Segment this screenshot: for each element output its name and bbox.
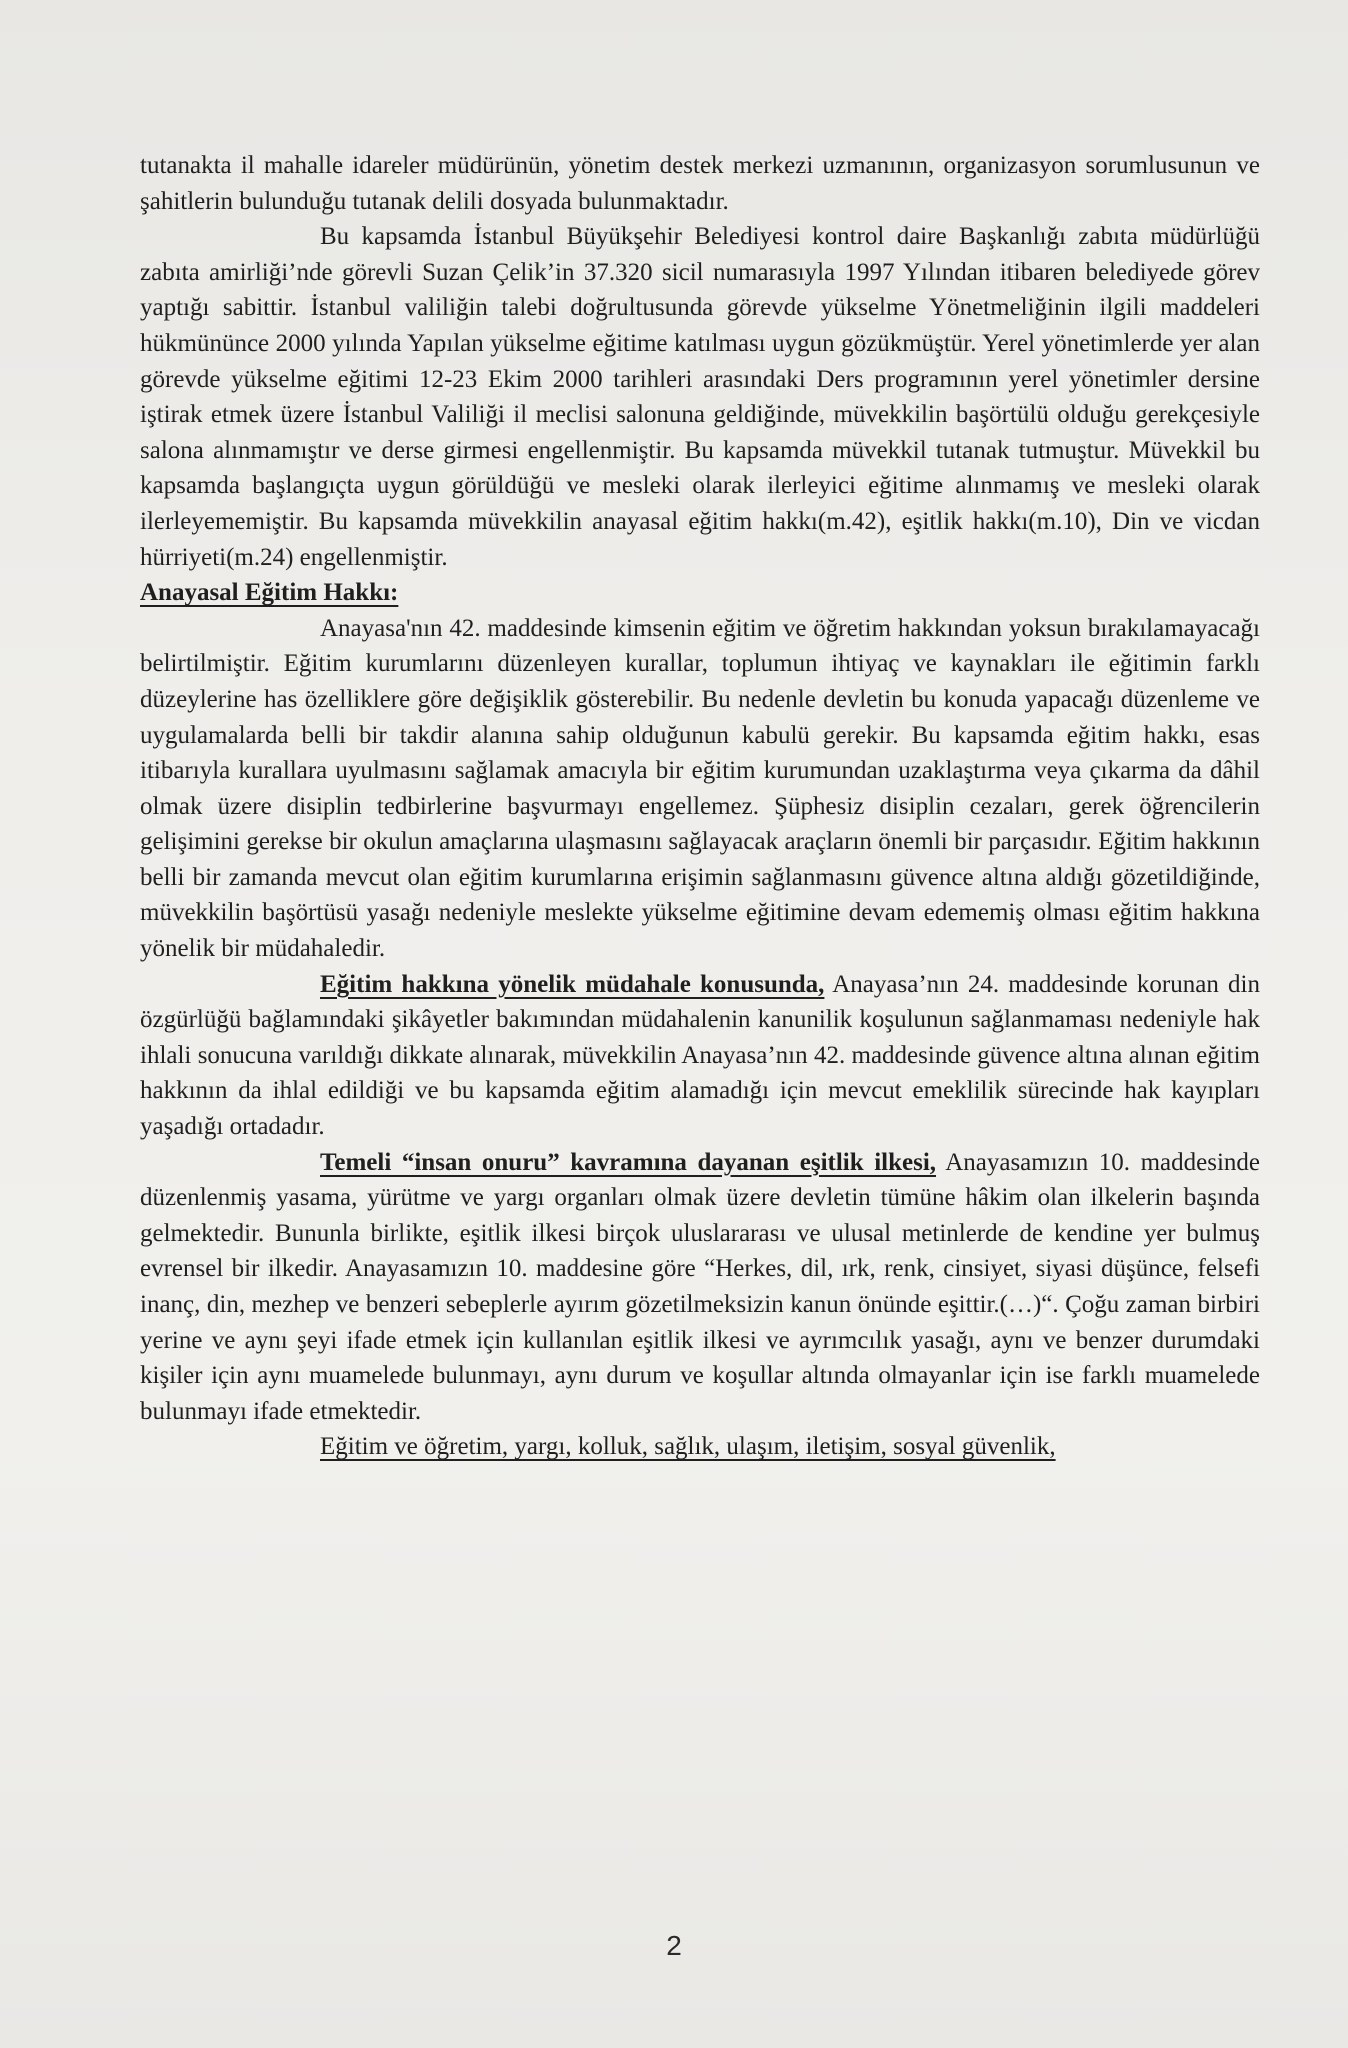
section-heading-education-right: Anayasal Eğitim Hakkı: [140,579,399,607]
paragraph-continuation: tutanakta il mahalle idareler müdürünün, yönetim destek merkezi uzmanının, organizasyon sorumlusunun ve şahitlerin bulunduğu tutanak delili dosyada bulunmaktadır. [140,152,1260,215]
page-number: 2 [666,1930,682,1961]
paragraph-education-right: Anayasa'nın 42. maddesinde kimsenin eğitim ve öğretim hakkından yoksun bırakılamayacağı belirtilmiştir. Eğitim kurumlarını düzenleyen kurallar, toplumun ihtiyaç ve kaynakları ile eğitimin farklı düzeylerine has özelliklere göre değişiklik gösterebilir. Bu nedenle devletin bu konuda yapacağı düzenleme ve uygulamalarda belli bir takdir alanına sahip olduğunun kabulü gerekir. Bu kapsamda eğitim hakkı, esas itibarıyla kurallara uyulmasını sağlamak amacıyla bir eğitim kurumundan uzaklaştırma veya çıkarma da dâhil olmak üzere disiplin tedbirlerine başvurmayı engellemez. Şüphesiz disiplin cezaları, gerek öğrencilerin gelişimini gerekse bir okulun amaçlarına ulaşmasını sağlayacak araçların önemli bir parçasıdır. Eğitim hakkının belli bir zamanda mevcut olan eğitim kurumlarına erişimin sağlanmasını güvence altına aldığı gözetildiğinde, müvekkilin başörtüsü yasağı nedeniyle meslekte yükselme eğitimine devam edememiş olması eğitim hakkına yönelik bir müdahaledir. [140,614,1260,963]
lead-equality: Temeli “insan onuru” kavramına dayanan eşitlik ilkesi, [320,1148,937,1176]
document-body [140,148,1260,1465]
paragraph-facts: Bu kapsamda İstanbul Büyükşehir Belediyesi kontrol daire Başkanlığı zabıta müdürlüğü zabıta amirliği’nde görevli Suzan Çelik’in 37.320 sicil numarasıyla 1997 Yılından itibaren belediyede görev yaptığı sabittir. İstanbul valiliğin talebi doğrultusunda görevde yükselme Yönetmeliğinin ilgili maddeleri hükmününce 2000 yılında Yapılan yükselme eğitime katılması uygun gözükmüştür. Yerel yönetimlerde yer alan görevde yükselme eğitimi 12-23 Ekim 2000 tarihleri arasındaki Ders programının yerel yönetimler dersine iştirak etmek üzere İstanbul Valiliği il meclisi salonuna geldiğinde, müvekkilin başörtülü olduğu gerekçesiyle salona alınmamıştır ve derse girmesi engellenmiştir. Bu kapsamda müvekkil tutanak tutmuştur. Müvekkil bu kapsamda başlangıçta uygun görüldüğü ve mesleki olarak ilerleyici eğitime alınmamış ve mesleki olarak ilerleyememiştir. Bu kapsamda müvekkilin anayasal eğitim hakkı(m.42), eşitlik hakkı(m.10), Din ve vicdan hürriyeti(m.24) engellenmiştir. [140,223,1260,571]
paragraph-intervention [140,967,1260,1145]
lead-intervention: Eğitim hakkına yönelik müdahale konusunda, [320,970,825,998]
paragraph-intervention-text: Anayasa’nın 24. maddesinde korunan din özgürlüğü bağlamındaki şikâyetler bakımından müdahalenin kanunilik koşulunun sağlanmaması nedeniyle hak ihlali sonucuna varıldığı dikkate alınarak, müvekkilin Anayasa’nın 42. maddesinde güvence altına alınan eğitim hakkının da ihlal edildiği ve bu kapsamda eğitim alamadığı için mevcut emeklilik sürecinde hak kayıpları yaşadığı ortadadır. [140,970,1260,1141]
paragraph-equality [140,1145,1260,1430]
paragraph-final-fragment: Eğitim ve öğretim, yargı, kolluk, sağlık, ulaşım, iletişim, sosyal güvenlik, [320,1433,1056,1461]
paragraph-equality-text: Anayasamızın 10. maddesinde düzenlenmiş yasama, yürütme ve yargı organları olmak üzere devletin tümüne hâkim olan ilkelerin başında gelmektedir. Bununla birlikte, eşitlik ilkesi birçok uluslararası ve ulusal metinlerde de kendine yer bulmuş evrensel bir ilkedir. Anayasamızın 10. maddesine göre “Herkes, dil, ırk, renk, cinsiyet, siyasi düşünce, felsefi inanç, din, mezhep ve benzeri sebeplerle ayırım gözetilmeksizin kanun önünde eşittir.(…)“. Çoğu zaman birbiri yerine ve aynı şeyi ifade etmek için kullanılan eşitlik ilkesi ve ayrımcılık yasağı, aynı ve benzer durumdaki kişiler için aynı muamelede bulunmayı, aynı durum ve koşullar altında olmayanlar için ise farklı muamelede bulunmayı ifade etmektedir. [140,1148,1260,1425]
